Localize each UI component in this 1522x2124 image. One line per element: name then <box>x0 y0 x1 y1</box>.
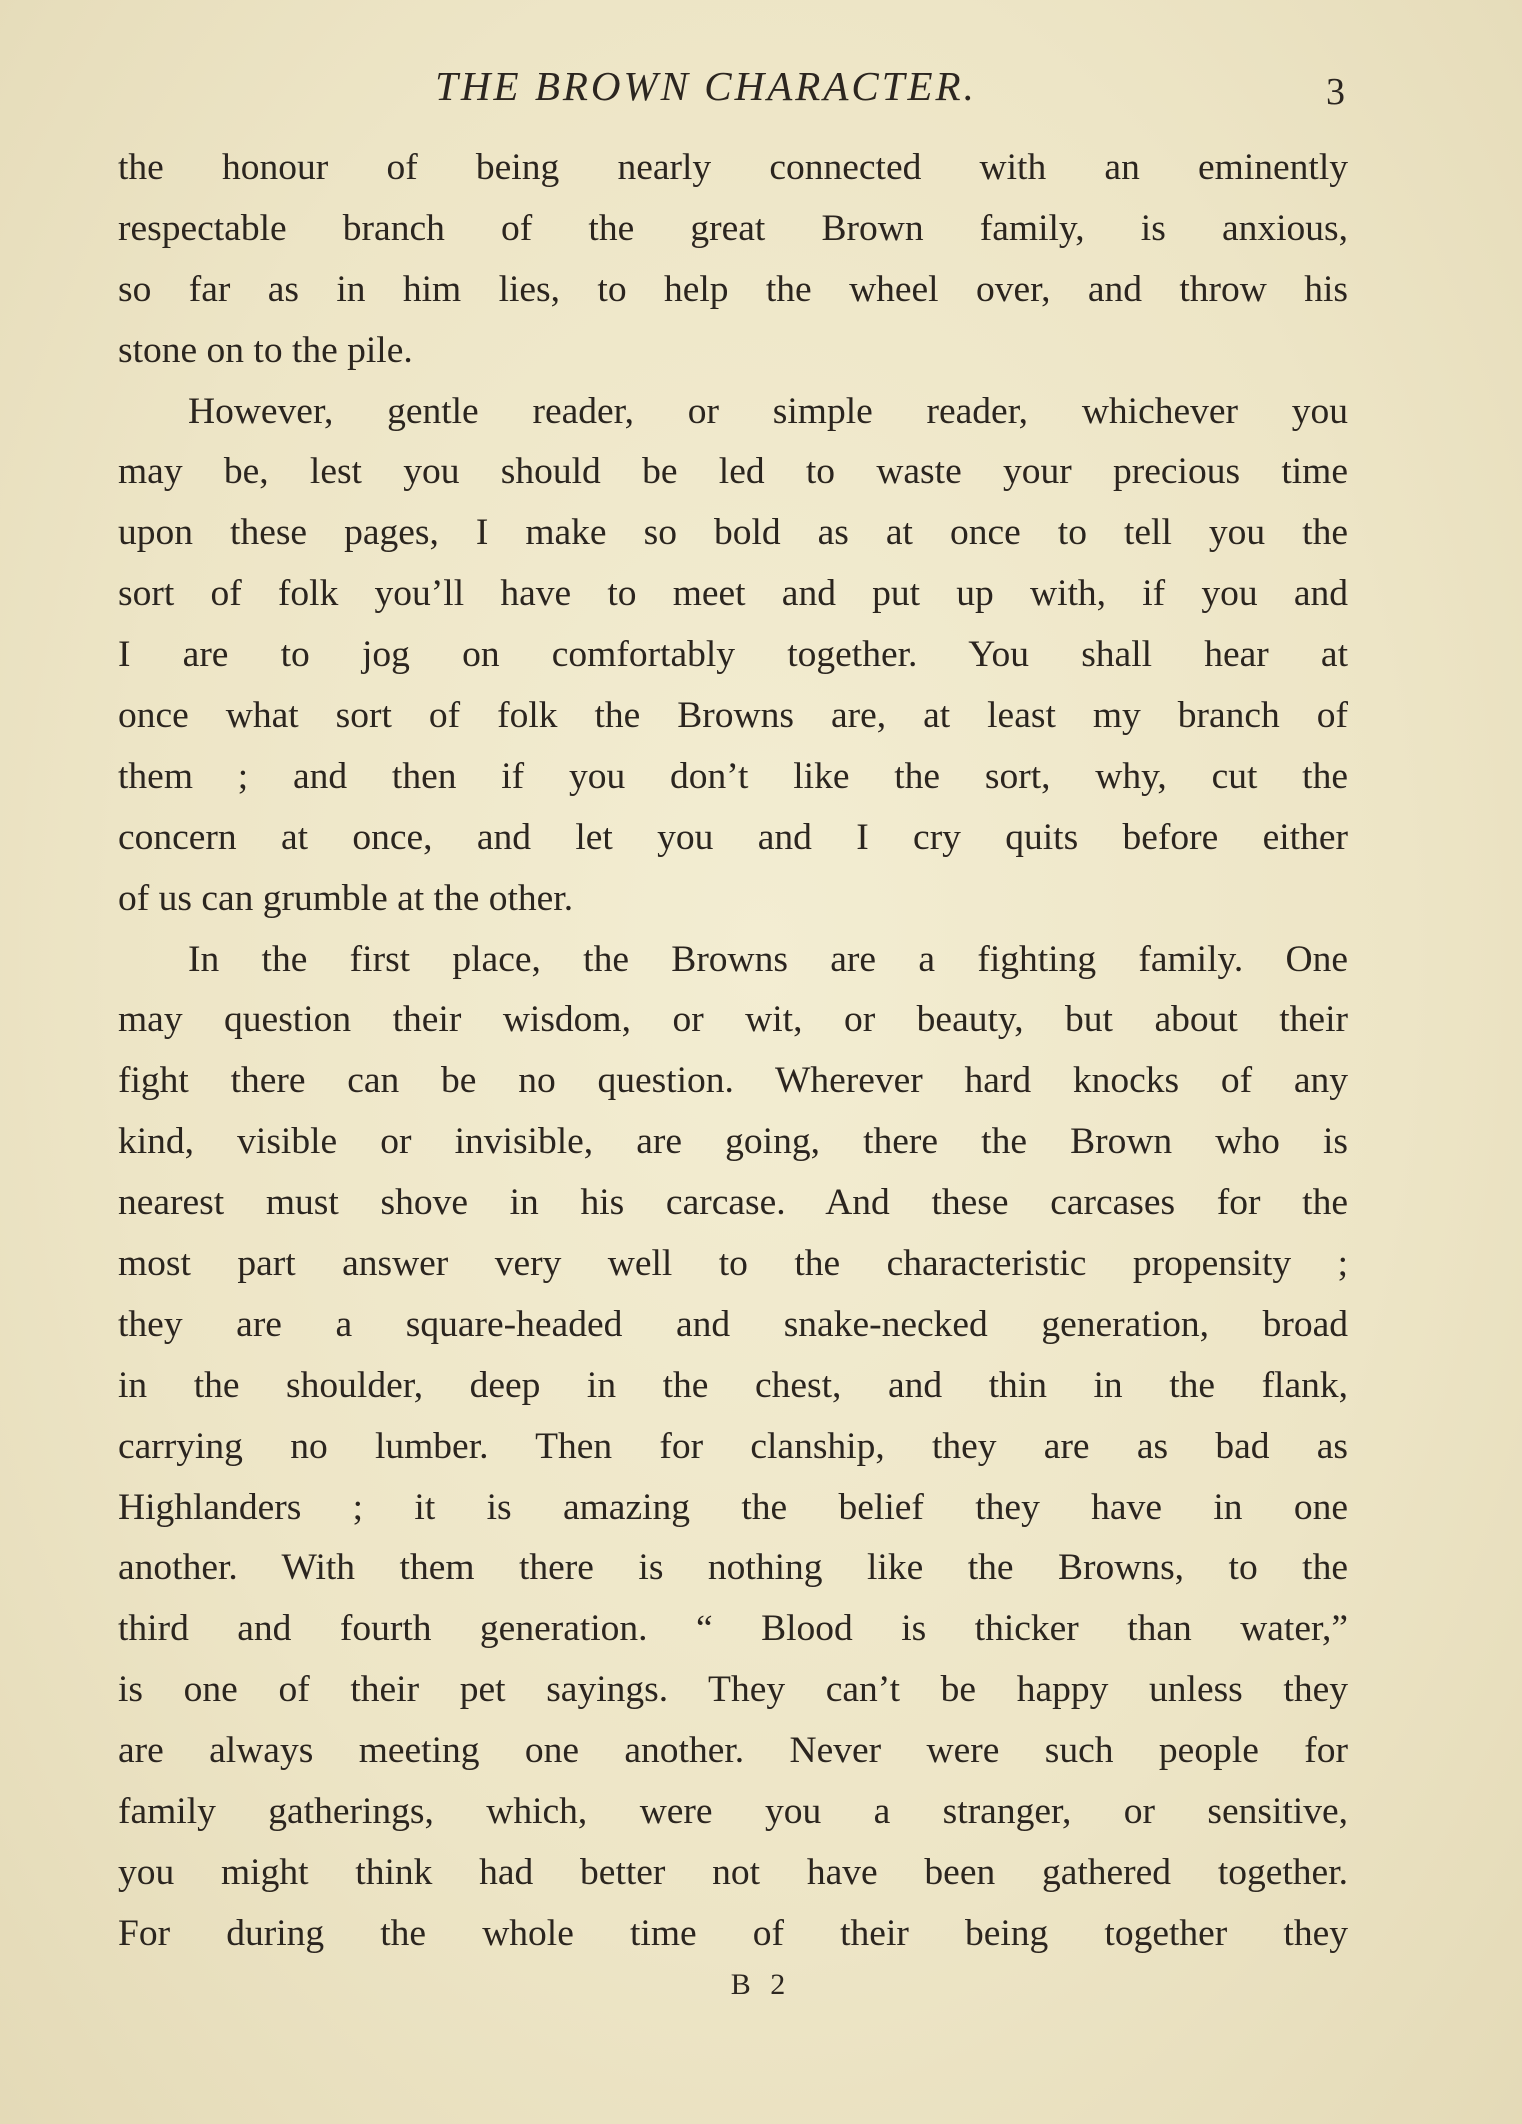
text-line: However, gentle reader, or simple reader, whichever you <box>188 390 1348 432</box>
text-line: once what sort of folk the Browns are, at least my branch of <box>118 695 1348 737</box>
text-line: In the first place, the Browns are a fighting family. One <box>188 938 1348 980</box>
text-line: may be, lest you should be led to waste your precious time <box>118 451 1348 493</box>
text-line: you might think had better not have been gathered together. <box>118 1851 1348 1893</box>
text-line: family gatherings, which, were you a stranger, or sensitive, <box>118 1791 1348 1833</box>
text-line: upon these pages, I make so bold as at once to tell you the <box>118 512 1348 554</box>
text-line: concern at once, and let you and I cry quits before either <box>118 816 1348 858</box>
text-line: carrying no lumber. Then for clanship, they are as bad as <box>118 1425 1348 1467</box>
text-line: sort of folk you’ll have to meet and put up with, if you and <box>118 573 1348 615</box>
body-text <box>118 138 1348 1965</box>
text-line: kind, visible or invisible, are going, there the Brown who is <box>118 1121 1348 1163</box>
running-title: THE BROWN CHARACTER. <box>435 63 977 109</box>
text-line: fight there can be no question. Wherever hard knocks of any <box>118 1060 1348 1102</box>
text-line: most part answer very well to the characteristic propensity ; <box>118 1243 1348 1285</box>
text-line: respectable branch of the great Brown family, is anxious, <box>118 207 1348 249</box>
text-line: third and fourth generation. “ Blood is thicker than water,” <box>118 1608 1348 1650</box>
text-line: another. With them there is nothing like the Browns, to the <box>118 1547 1348 1589</box>
text-line: Highlanders ; it is amazing the belief they have in one <box>118 1486 1348 1528</box>
text-line: they are a square-headed and snake-necked generation, broad <box>118 1303 1348 1345</box>
text-line: them ; and then if you don’t like the sort, why, cut the <box>118 755 1348 797</box>
text-line: in the shoulder, deep in the chest, and thin in the flank, <box>118 1364 1348 1406</box>
text-line: may question their wisdom, or wit, or beauty, but about their <box>118 999 1348 1041</box>
text-line: of us can grumble at the other. <box>118 877 574 919</box>
text-line: are always meeting one another. Never were such people for <box>118 1730 1348 1772</box>
page-header <box>0 62 1522 122</box>
text-line: For during the whole time of their being together they <box>118 1912 1348 1954</box>
text-line: the honour of being nearly connected with an eminently <box>118 147 1348 188</box>
signature-mark: B 2 <box>730 1968 792 2001</box>
text-line: stone on to the pile. <box>118 329 413 371</box>
text-line: so far as in him lies, to help the wheel over, and throw his <box>118 268 1348 310</box>
page-number: 3 <box>1326 71 1345 113</box>
text-line: is one of their pet sayings. They can’t be happy unless they <box>118 1669 1348 1711</box>
text-line: I are to jog on comfortably together. You shall hear at <box>118 634 1348 676</box>
text-line: nearest must shove in his carcase. And these carcases for the <box>118 1182 1348 1224</box>
